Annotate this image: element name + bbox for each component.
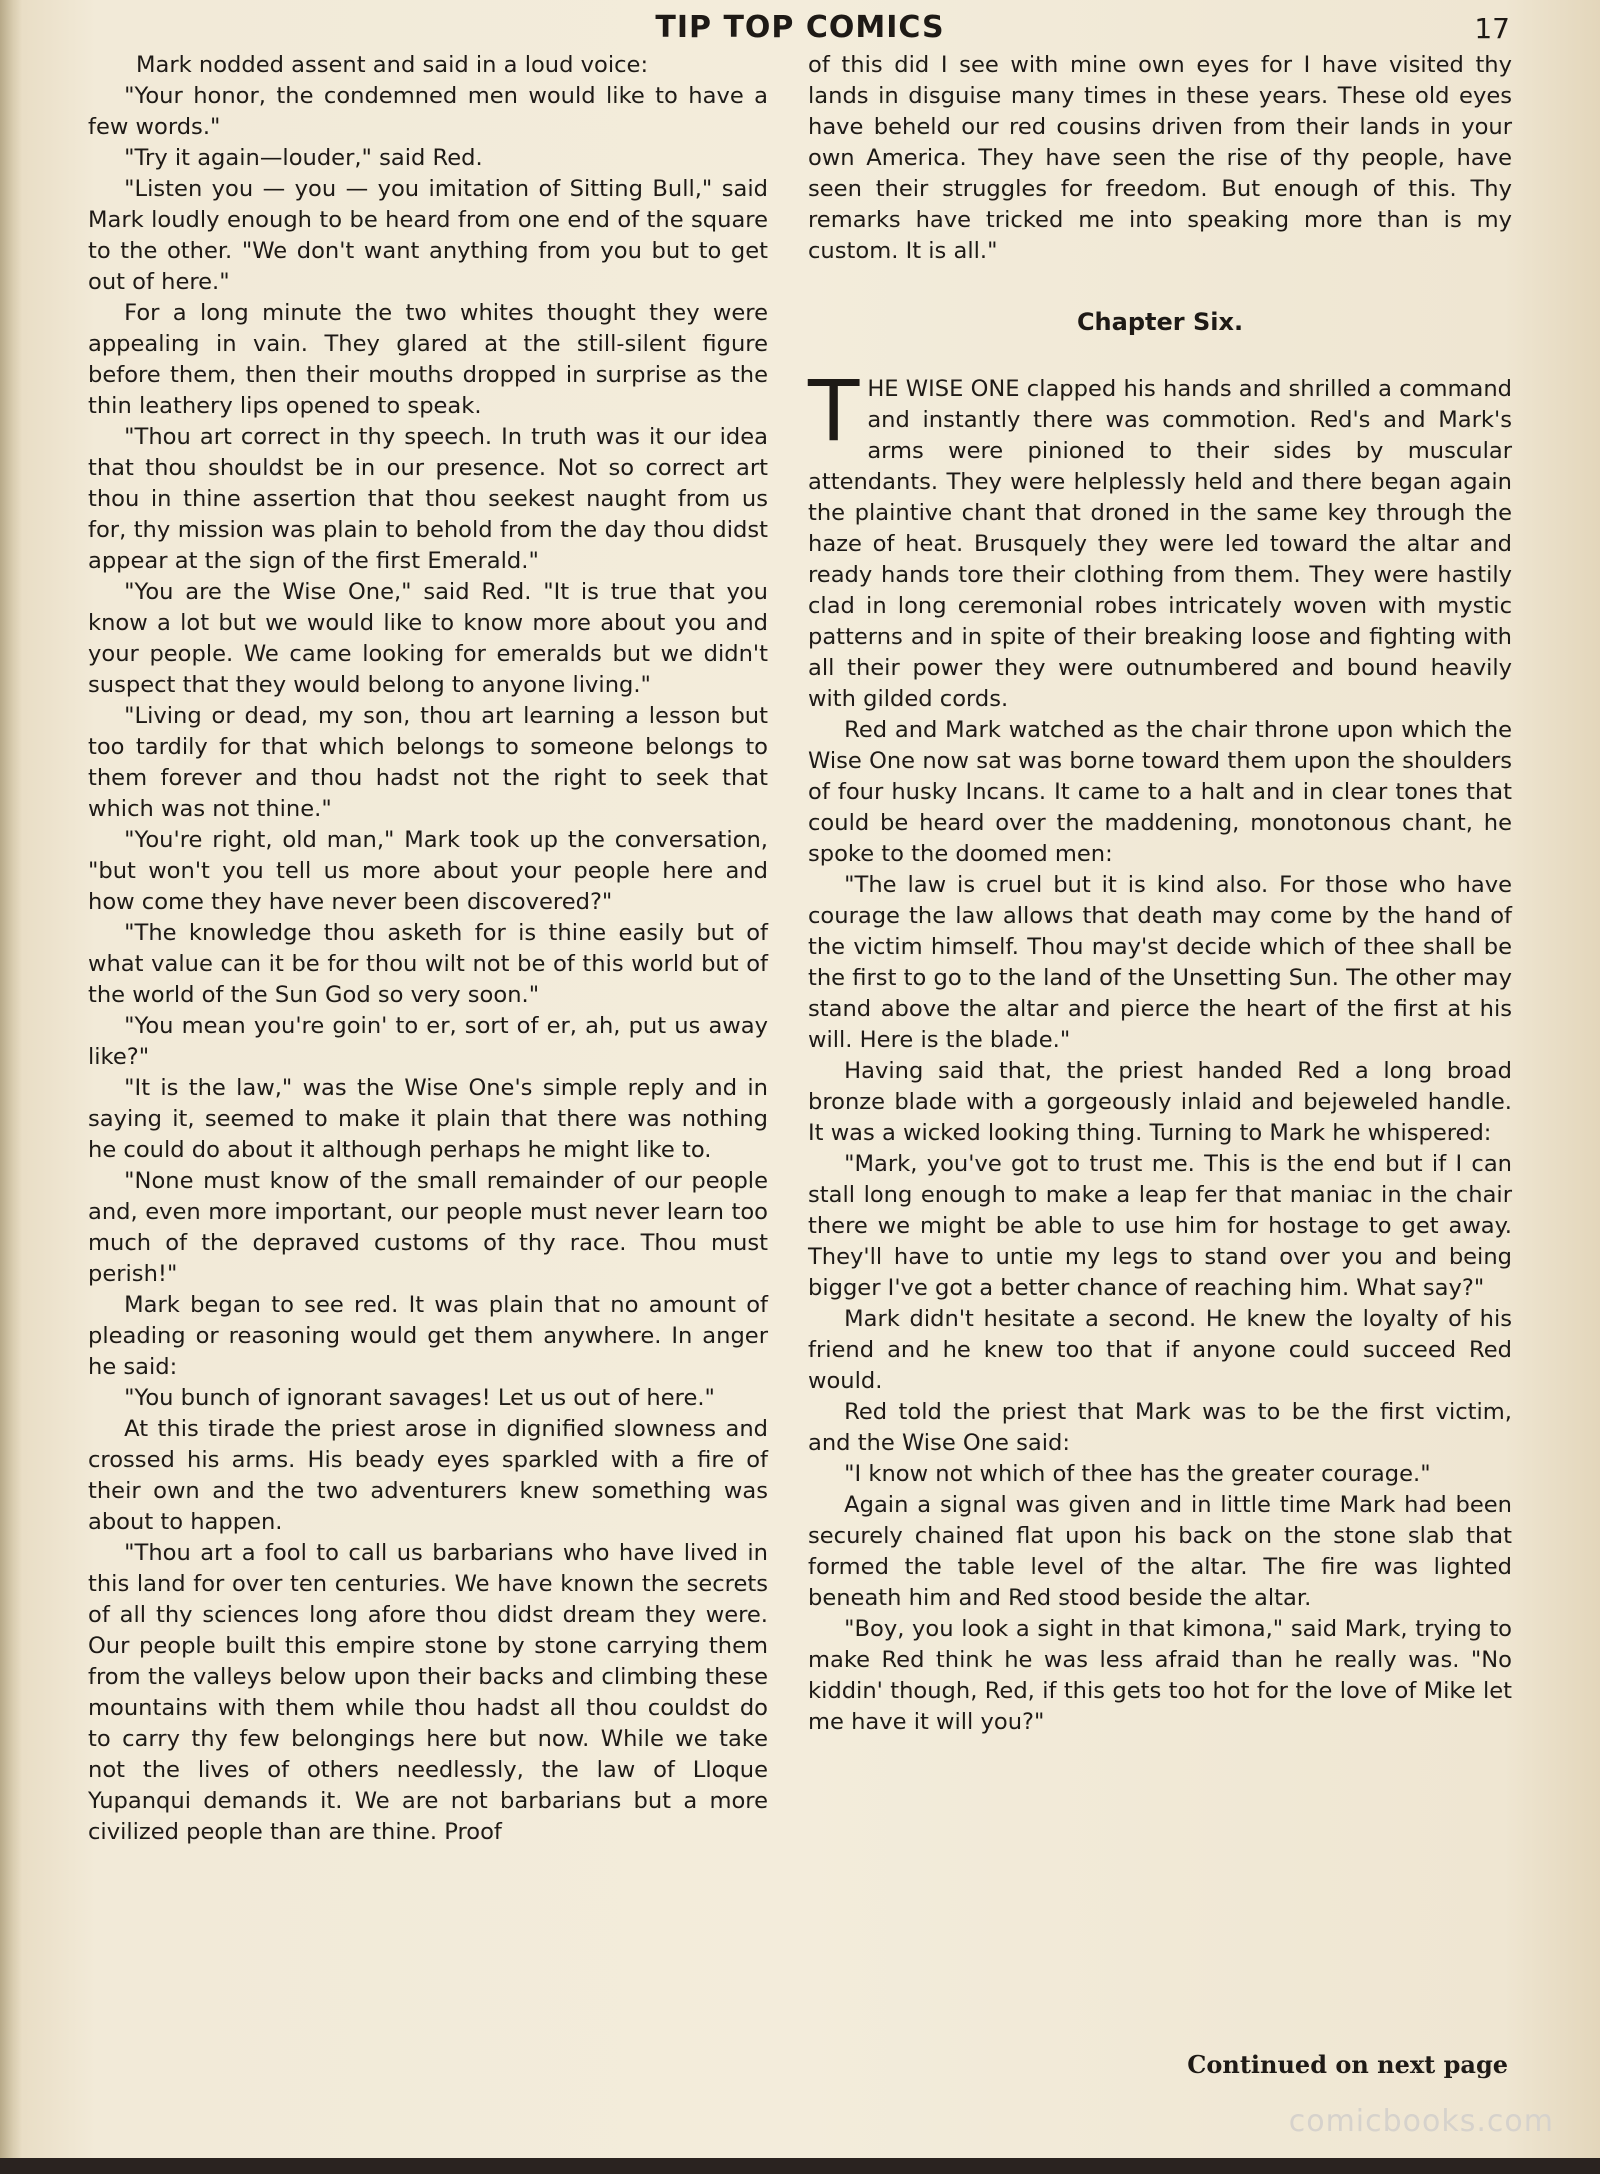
chapter-heading: Chapter Six. — [1076, 308, 1244, 336]
paragraph: "It is the law," was the Wise One's simple reply and in saying it, seemed to make it plain that there was nothing he could do about it although perhaps he might like to. — [88, 1075, 768, 1163]
paragraph: Again a signal was given and in little time Mark had been securely chained flat upon his back on the stone slab that formed the table level of the altar. The fire was lighted beneath him and Red stood beside the altar. — [808, 1492, 1512, 1611]
chapter-opening-paragraph — [808, 362, 1512, 715]
paragraph: At this tirade the priest arose in dignified slowness and crossed his arms. His beady eyes sparkled with a fire of their own and the two adventurers knew something was about to happen. — [88, 1416, 768, 1535]
site-watermark: comicbooks.com — [1288, 2104, 1554, 2139]
paragraph: "Thou art correct in thy speech. In truth was it our idea that thou shouldst be in our presence. Not so correct art thou in thine assertion that thou seekest naught from us for, thy mission was plain to behold from the day thou didst appear at the sign of the first Emerald." — [88, 424, 768, 574]
paragraph: Having said that, the priest handed Red a long broad bronze blade with a gorgeously inlaid and bejeweled handle. It was a wicked looking thing. Turning to Mark he whispered: — [808, 1058, 1512, 1146]
paragraph: "The knowledge thou asketh for is thine easily but of what value can it be for thou wilt not be of this world but of the world of the Sun God so very soon." — [88, 920, 768, 1008]
paragraph: "I know not which of thee has the greater courage." — [844, 1461, 1431, 1487]
paragraph: Mark didn't hesitate a second. He knew the loyalty of his friend and he knew too that if anyone could succeed Red would. — [808, 1306, 1512, 1394]
paragraph: "Mark, you've got to trust me. This is the end but if I can stall long enough to make a leap fer that maniac in the chair there we might be able to use him for hostage to get away. They'll have to untie my legs to stand over you and being bigger I've got a better chance of reaching him. What say?" — [808, 1151, 1512, 1301]
paragraph: "Listen you — you — you imitation of Sitting Bull," said Mark loudly enough to be heard from one end of the square to the other. "We don't want anything from you but to get out of here." — [88, 176, 768, 295]
paragraph: "You are the Wise One," said Red. "It is true that you know a lot but we would like to know more about you and your people. We came looking for emeralds but we didn't suspect that they would belong to anyone living." — [88, 579, 768, 698]
page-header — [0, 10, 1600, 50]
paragraph: "You bunch of ignorant savages! Let us out of here." — [124, 1385, 715, 1411]
chapter-opening-text: HE WISE ONE clapped his hands and shrilled a command and instantly there was commotion. Red's and Mark's arms were pinioned to their sides by muscular attendants. They were helplessly held and there began again the plaintive chant that droned in the same key through the haze of heat. Brusquely they were led toward the altar and ready hands tore their clothing from them. They were hastily clad in long ceremonial robes intricately woven with mystic patterns and in spite of their breaking loose and fighting with all their power they were outnumbered and bound heavily with gilded cords. — [808, 376, 1512, 712]
page-bottom-edge — [0, 2158, 1600, 2174]
paragraph: "Try it again—louder," said Red. — [124, 145, 483, 171]
paragraph-continued: of this did I see with mine own eyes for I have visited thy lands in disguise many times in these years. These old eyes have beheld our red cousins driven from their lands in your own America. They have seen the rise of thy people, have seen their struggles for freedom. But enough of this. Thy remarks have tricked me into speaking more than is my custom. It is all." — [808, 52, 1512, 264]
paragraph: Mark began to see red. It was plain that no amount of pleading or reasoning would get them anywhere. In anger he said: — [88, 1292, 768, 1380]
paragraph: Mark nodded assent and said in a loud voice: — [136, 52, 649, 78]
paragraph: Red and Mark watched as the chair throne upon which the Wise One now sat was borne toward them upon the shoulders of four husky Incans. It came to a halt and in clear tones that could be heard over the maddening, monotonous chant, he spoke to the doomed men: — [808, 717, 1512, 867]
page-binding-edge — [0, 0, 22, 2174]
paragraph: "Thou art a fool to call us barbarians who have lived in this land for over ten centuries. We have known the secrets of all thy sciences long afore thou didst dream they were. Our people built this empire stone by stone carrying them from the valleys below upon their backs and climbing these mountains with them while thou hadst all thou couldst do to carry thy few belongings here but now. While we take not the lives of others needlessly, the law of Lloque Yupanqui demands it. We are not barbarians but a more civilized people than are thine. Proof — [88, 1540, 768, 1845]
paragraph: "The law is cruel but it is kind also. For those who have courage the law allows that death may come by the hand of the victim himself. Thou may'st decide which of thee shall be the first to go to the land of the Unsetting Sun. The other may stand above the altar and pierce the heart of the first at his will. Here is the blade." — [808, 872, 1512, 1053]
paragraph: For a long minute the two whites thought they were appealing in vain. They glared at the still-silent figure before them, then their mouths dropped in surprise as the thin leathery lips opened to speak. — [88, 300, 768, 419]
paragraph: Red told the priest that Mark was to be the first victim, and the Wise One said: — [808, 1399, 1512, 1456]
left-column — [88, 50, 768, 1848]
drop-cap-letter: T — [808, 362, 860, 460]
paragraph: "You're right, old man," Mark took up the conversation, "but won't you tell us more about your people here and how come they have never been discovered?" — [88, 827, 768, 915]
paragraph: "Boy, you look a sight in that kimona," said Mark, trying to make Red think he was less afraid than he really was. "No kiddin' though, Red, if this gets too hot for the love of Mike let me have it will you?" — [808, 1616, 1512, 1735]
paragraph: "None must know of the small remainder of our people and, even more important, our people must never learn too much of the depraved customs of thy race. Thou must perish!" — [88, 1168, 768, 1287]
masthead-title: TIP TOP COMICS — [655, 10, 945, 45]
paragraph: "Living or dead, my son, thou art learning a lesson but too tardily for that which belongs to someone belongs to them forever and thou hadst not the right to seek that which was not thine." — [88, 703, 768, 822]
continued-notice: Continued on next page — [1187, 2050, 1508, 2079]
right-column — [808, 50, 1512, 1738]
paragraph: "Your honor, the condemned men would like to have a few words." — [88, 83, 768, 140]
paragraph: "You mean you're goin' to er, sort of er, ah, put us away like?" — [88, 1013, 768, 1070]
page-number: 17 — [1474, 12, 1510, 45]
